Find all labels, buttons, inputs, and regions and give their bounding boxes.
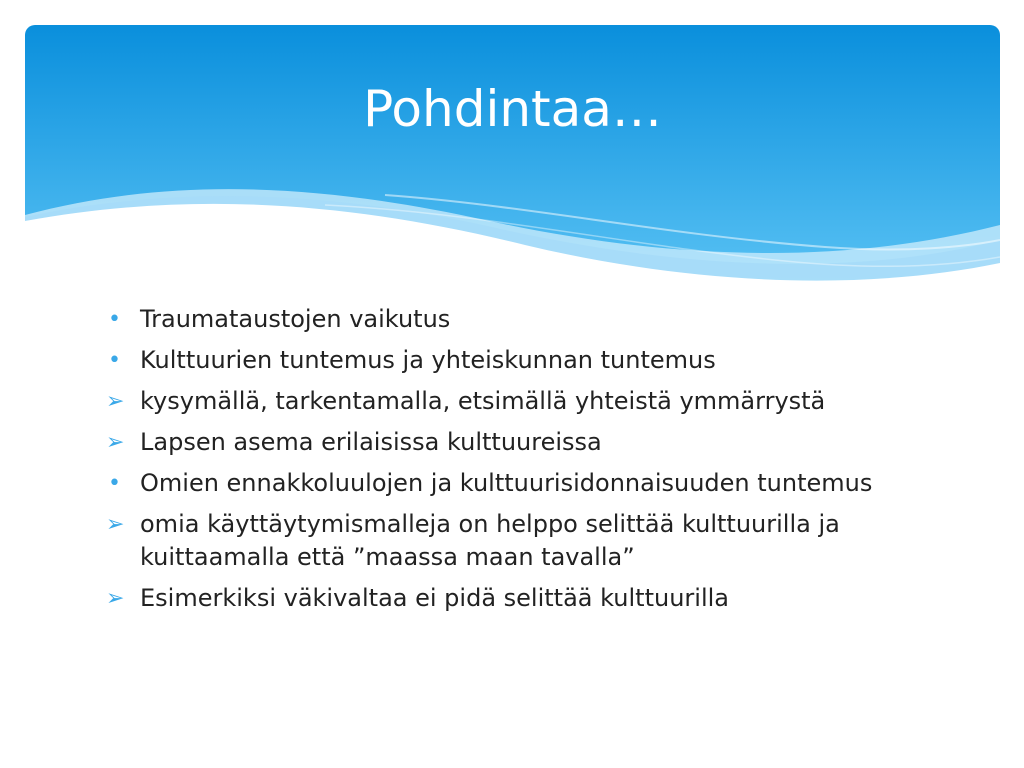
list-item xyxy=(104,303,924,336)
list-item-text: Lapsen asema erilaisissa kulttuureissa xyxy=(140,428,602,456)
header-banner xyxy=(25,25,1000,295)
arrow-bullet-icon: ➢ xyxy=(106,389,125,414)
arrow-bullet-icon: ➢ xyxy=(106,512,125,537)
bullet-icon: • xyxy=(108,307,121,332)
content-list xyxy=(104,303,924,623)
bullet-icon: • xyxy=(108,471,121,496)
list-item xyxy=(104,385,924,418)
bullet-icon: • xyxy=(108,348,121,373)
list-item xyxy=(104,467,924,500)
wave-decoration xyxy=(25,25,1000,295)
list-item-text: Kulttuurien tuntemus ja yhteiskunnan tuntemus xyxy=(140,346,716,374)
list-item xyxy=(104,426,924,459)
arrow-bullet-icon: ➢ xyxy=(106,430,125,455)
arrow-bullet-icon: ➢ xyxy=(106,586,125,611)
list-item xyxy=(104,582,924,615)
list-item-text: kysymällä, tarkentamalla, etsimällä yhteistä ymmärrystä xyxy=(140,387,826,415)
list-item-text: Traumataustojen vaikutus xyxy=(140,305,451,333)
slide-title: Pohdintaa… xyxy=(363,80,662,138)
list-item-text: omia käyttäytymismalleja on helppo selittää kulttuurilla ja kuittaamalla että ”maassa maan tavalla” xyxy=(140,510,840,571)
list-item xyxy=(104,344,924,377)
list-item-text: Esimerkiksi väkivaltaa ei pidä selittää kulttuurilla xyxy=(140,584,729,612)
list-item xyxy=(104,508,924,574)
list-item-text: Omien ennakkoluulojen ja kulttuurisidonnaisuuden tuntemus xyxy=(140,469,873,497)
